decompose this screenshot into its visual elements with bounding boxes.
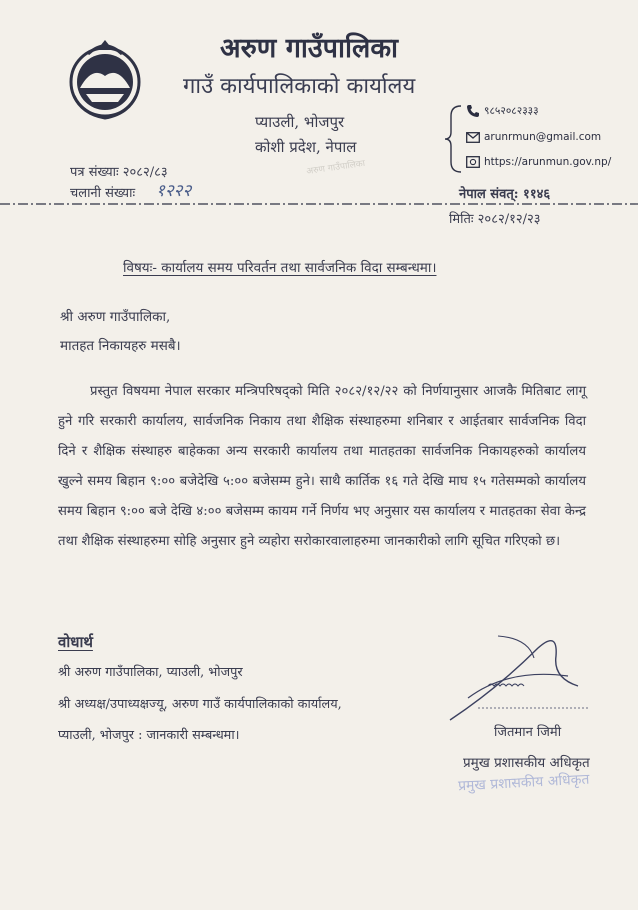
addressee-line-1: श्री अरुण गाउँपालिका, [60, 309, 171, 325]
chalani-label: चलानी संख्याः [70, 186, 136, 201]
org-title: अरुण गाउँपालिका [220, 33, 399, 64]
signatory-title: प्रमुख प्रशासकीय अधिकृत [463, 755, 590, 771]
address-line-1: प्याउली, भोजपुर [255, 113, 345, 131]
chalani-handwritten-number: १२२२ [156, 181, 192, 201]
contact-website[interactable] [466, 156, 611, 168]
signatory-name: जितमान जिमी [494, 725, 562, 740]
official-stamp: प्रमुख प्रशासकीय अधिकृत [457, 771, 590, 795]
addressee-line-2: मातहत निकायहरु मसबै। [60, 338, 181, 354]
email-address: arunrmun@gmail.com [484, 131, 602, 143]
subject-line: विषयः- कार्यालय समय परिवर्तन तथा सार्वजनिक विदा सम्बन्धमा। [123, 260, 437, 276]
signature-mark [438, 628, 598, 726]
email-icon [466, 132, 480, 143]
phone-number: ९८५२०८२३३३ [484, 105, 539, 117]
contact-brace-icon [443, 104, 463, 174]
nepal-emblem-icon [62, 36, 148, 122]
contact-email[interactable] [466, 131, 601, 143]
letter-date: मितिः २०८२/१२/२३ [449, 212, 541, 227]
header-divider [0, 202, 638, 206]
nepal-sambat: नेपाल संवत्: ११४६ [459, 187, 551, 202]
website-url: https://arunmun.gov.np/ [484, 156, 612, 168]
phone-icon [466, 104, 480, 118]
info-line-1: श्री अरुण गाउँपालिका, प्याउली, भोजपुर [58, 665, 243, 680]
org-subtitle: गाउँ कार्यपालिकाको कार्यालय [183, 74, 416, 99]
patra-sankhya: पत्र संख्याः २०८२/८३ [70, 165, 168, 180]
body-paragraph: प्रस्तुत विषयमा नेपाल सरकार मन्त्रिपरिषद्को मिति २०८२/१२/२२ को निर्णयानुसार आजकै मितिबाट लागू हुने गरि सरकारी कार्यालय, सार्वजनिक निकाय तथा शैक्षिक संस्थाहरुमा शनिबार र आईतबार सार्वजनिक विदा दिने र शैक्षिक संस्थाहरु बाहेकका अन्य सरकारी कार्यालय तथा मातहतका सार्वजनिक निकायहरुको कार्यालय खुल्ने समय बिहान ९:०० बजेदेखि ५:०० बजेसम्म हुने। साथै कार्तिक १६ गते देखि माघ १५ गतेसम्मको कार्यालय समय बिहान ९:०० बजे देखि ४:०० बजेसम्म कायम गर्ने निर्णय भए अनुसार यस कार्यालय र मातहतका सेवा केन्द्र तथा शैक्षिक संस्थाहरुमा सोहि अनुसार हुने व्यहोरा सरोकारवालाहरुमा जानकारीको लागि सूचित गरिएको छ। [58, 384, 586, 549]
address-line-2: कोशी प्रदेश, नेपाल [255, 138, 357, 156]
contact-phone [466, 104, 539, 118]
watermark-text: अरुण गाउँपालिका [305, 158, 366, 178]
info-heading: वोधार्थ [58, 633, 93, 651]
info-line-2: श्री अध्यक्ष/उपाध्यक्षज्यू, अरुण गाउँ कार्यपालिकाको कार्यालय, [58, 697, 342, 712]
info-line-3: प्याउली, भोजपुर : जानकारी सम्बन्धमा। [58, 728, 240, 743]
web-icon [466, 156, 480, 168]
